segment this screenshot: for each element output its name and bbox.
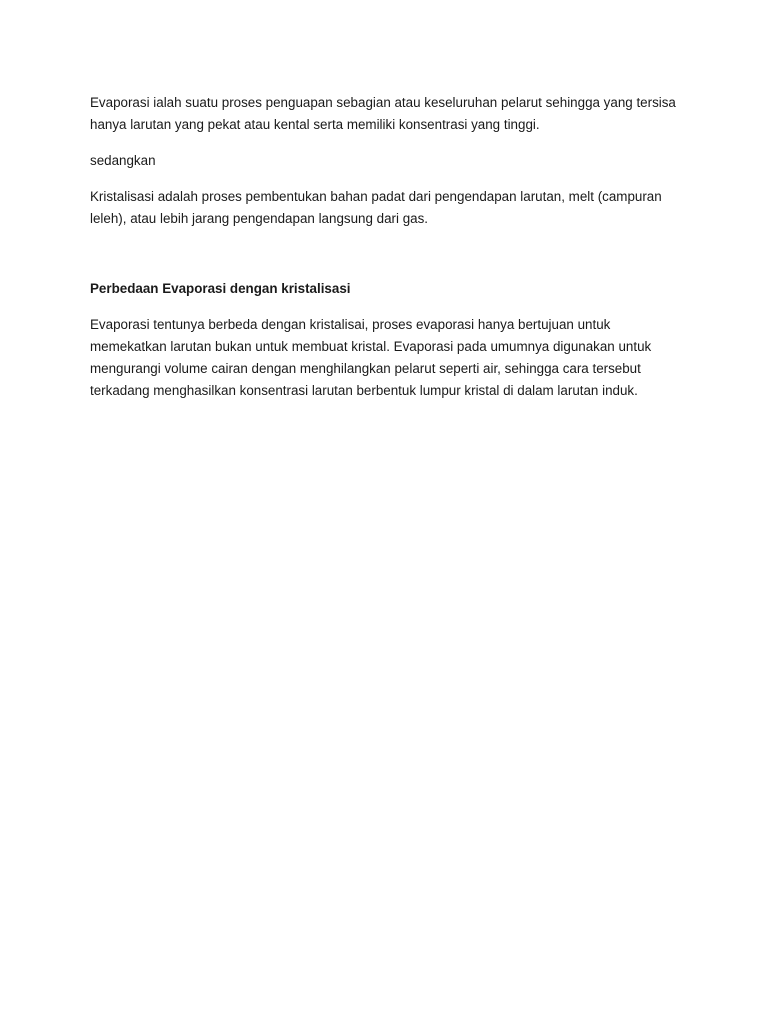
paragraph-perbedaan: Evaporasi tentunya berbeda dengan kristalisai, proses evaporasi hanya bertujuan untuk memekatkan larutan bukan untuk membuat kristal. Evaporasi pada umumnya digunakan untuk mengurangi volume cairan dengan menghilangkan pelarut seperti air, sehingga cara tersebut terkadang menghasilkan konsentrasi larutan berbentuk lumpur kristal di dalam larutan induk. [90,317,652,398]
paragraph-evaporasi-definition: Evaporasi ialah suatu proses penguapan sebagian atau keseluruhan pelarut sehingga yang tersisa hanya larutan yang pekat atau kental serta memiliki konsentrasi yang tinggi. [90,95,676,132]
paragraph-kristalisasi-definition: Kristalisasi adalah proses pembentukan bahan padat dari pengendapan larutan, melt (campuran leleh), atau lebih jarang pengendapan langsung dari gas. [90,189,662,226]
document-body [90,92,690,416]
paragraph-sedangkan: sedangkan [90,153,156,168]
section-heading: Perbedaan Evaporasi dengan kristalisasi [90,281,351,296]
